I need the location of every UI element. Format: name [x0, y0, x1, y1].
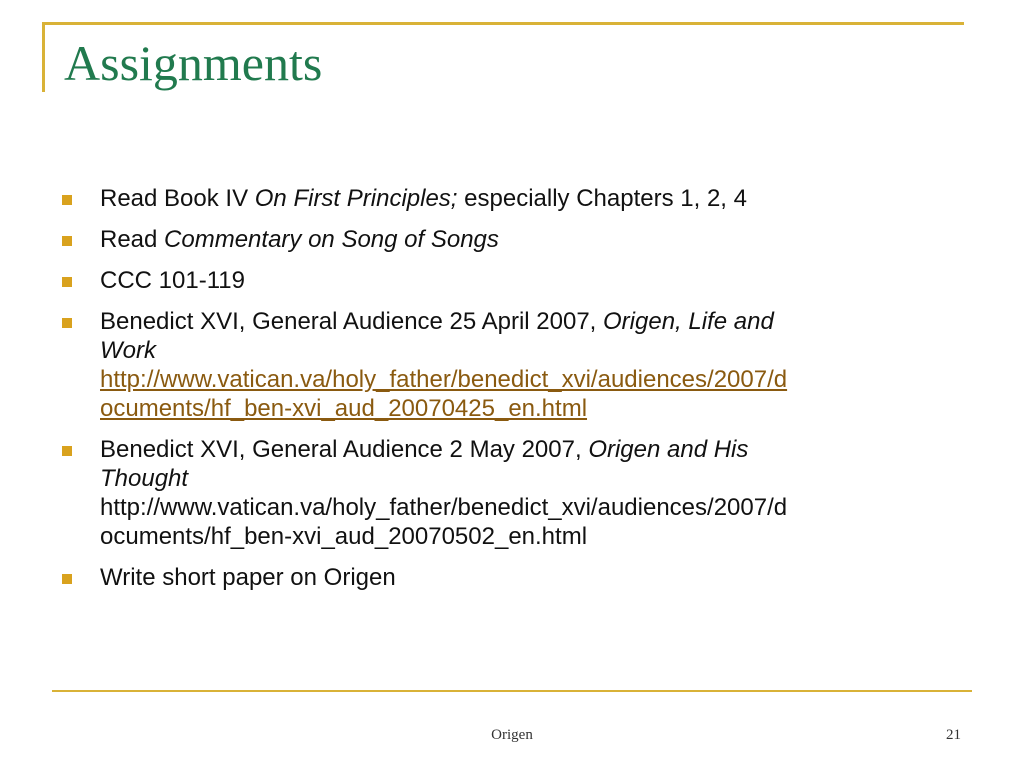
plain-url-cont: ocuments/hf_ben-xvi_aud_20070502_en.html [100, 523, 588, 550]
item-text-line [100, 435, 962, 464]
document-title-cont: Thought [100, 465, 189, 492]
item-text-lead: Read Book IV [100, 185, 255, 212]
bullet-square-icon [62, 318, 72, 328]
bullet-square-icon [62, 574, 72, 584]
assignment-list [62, 184, 962, 604]
list-item [62, 307, 962, 423]
document-title-cont: Work [100, 337, 156, 364]
vatican-link-cont[interactable]: ocuments/hf_ben-xvi_aud_20070425_en.html [100, 395, 588, 422]
list-item [62, 435, 962, 551]
item-text-lead: Benedict XVI, General Audience 25 April 2007, [100, 308, 604, 335]
list-item [62, 184, 962, 213]
item-text-line [100, 307, 962, 336]
list-item [62, 225, 962, 254]
item-text: Write short paper on Origen [100, 564, 396, 591]
list-item [62, 563, 962, 592]
item-text-lead: Benedict XVI, General Audience 2 May 2007, [100, 436, 589, 463]
footer-rule [52, 690, 972, 692]
page-number: 21 [946, 727, 961, 743]
list-item [62, 266, 962, 295]
footer-title: Origen [491, 727, 533, 743]
bullet-square-icon [62, 195, 72, 205]
plain-url: http://www.vatican.va/holy_father/benedict_xvi/audiences/2007/d [100, 494, 788, 521]
document-title: Origen and His [588, 436, 749, 463]
item-text-lead: Read [100, 226, 165, 253]
item-text: CCC 101-119 [100, 267, 245, 294]
vatican-link[interactable]: http://www.vatican.va/holy_father/benedict_xvi/audiences/2007/d [100, 366, 788, 393]
bullet-square-icon [62, 236, 72, 246]
slide-title: Assignments [64, 35, 323, 91]
bullet-square-icon [62, 446, 72, 456]
book-title: Commentary on Song of Songs [164, 226, 499, 253]
frame-left-rule [42, 22, 45, 92]
book-title: On First Principles; [254, 185, 458, 212]
document-title: Origen, Life and [603, 308, 774, 335]
bullet-square-icon [62, 277, 72, 287]
frame-top-rule [42, 22, 964, 25]
item-text [100, 226, 499, 253]
item-text [100, 185, 747, 212]
item-text-tail: especially Chapters 1, 2, 4 [457, 185, 747, 212]
